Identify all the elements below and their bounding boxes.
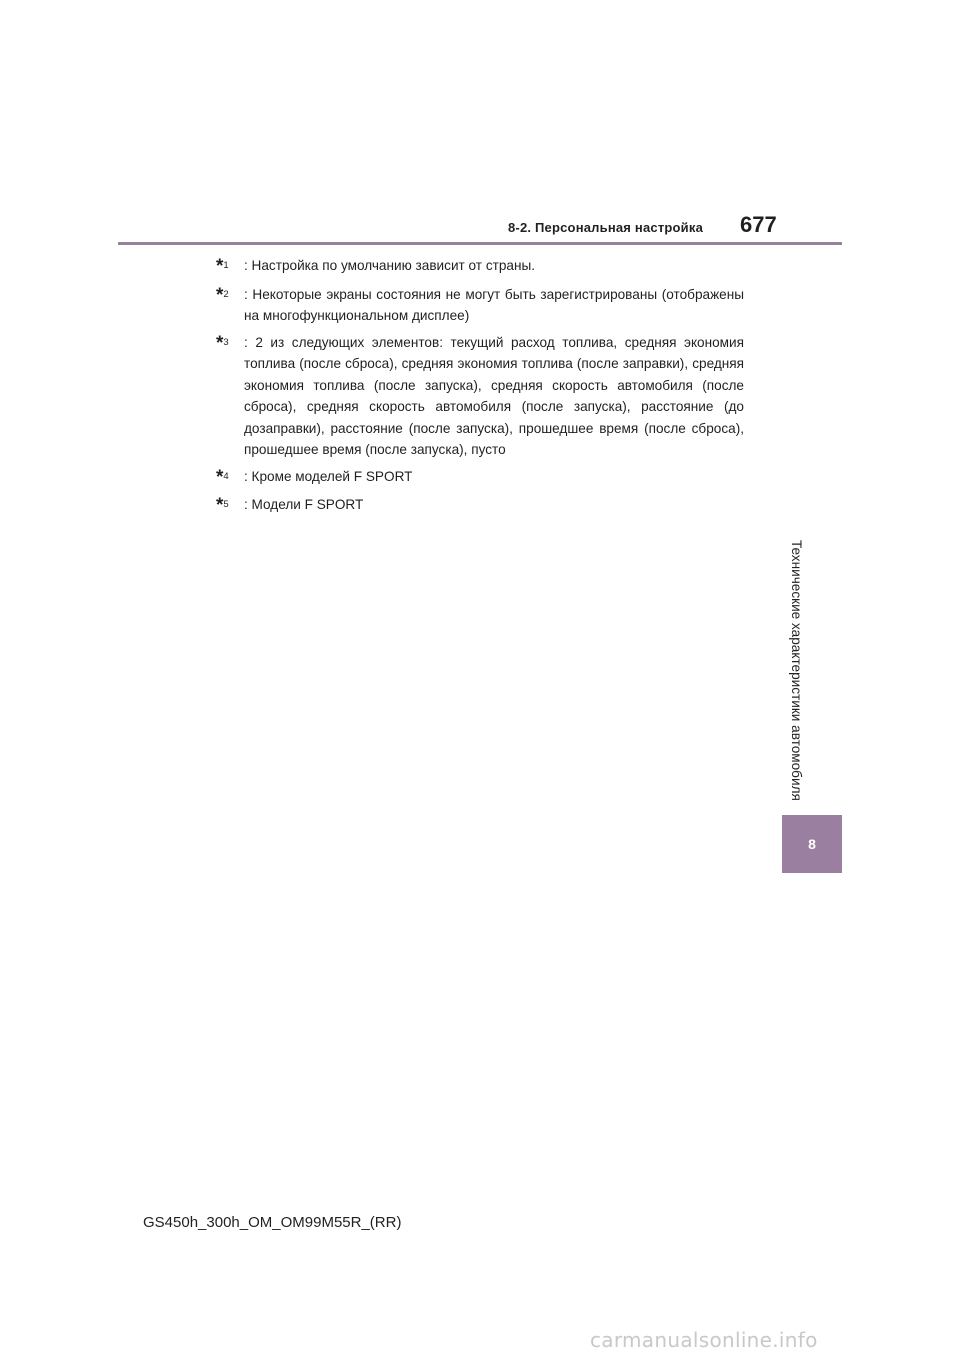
section-title: 8-2. Персональная настройка bbox=[508, 220, 703, 235]
footer-doc-code: GS450h_300h_OM_OM99M55R_(RR) bbox=[143, 1214, 402, 1231]
footnote-text: : Кроме моделей F SPORT bbox=[244, 468, 413, 484]
footnote-marker: *$^4$ bbox=[216, 466, 229, 488]
chapter-tab bbox=[782, 815, 842, 873]
footnote-5 bbox=[216, 494, 744, 518]
footnote-list bbox=[216, 255, 744, 523]
chapter-side-caption: Технические характеристики автомобиля bbox=[789, 540, 804, 801]
footnote-marker: *$^1$ bbox=[216, 256, 229, 277]
chapter-number: 8 bbox=[808, 836, 816, 852]
footnote-text: : Некоторые экраны состояния не могут быть зарегистрированы (отображены на многофункциональном дисплее) bbox=[244, 286, 744, 323]
footnote-marker: *$^5$ bbox=[216, 495, 229, 516]
footnote-4 bbox=[216, 466, 744, 490]
footnote-3 bbox=[216, 332, 744, 461]
footnote-text: : Модели F SPORT bbox=[244, 497, 364, 512]
footnote-text: : Настройка по умолчанию зависит от страны. bbox=[244, 258, 536, 273]
page-number: 677 bbox=[740, 212, 777, 237]
watermark: carmanualsonline.info bbox=[590, 1328, 818, 1352]
footnote-marker: *$^2$ bbox=[216, 284, 229, 306]
footnote-text: : 2 из следующих элементов: текущий расход топлива, средняя экономия топлива (после сброса), средняя экономия топлива (после заправки), средняя экономия топлива (после запуска), средняя скорость автомобиля (после сброса), средняя скорость автомобиля (после запуска), расстояние (до дозаправки), расстояние (после запуска), прошедшее время (после сброса), прошедшее время (после запуска), пусто bbox=[244, 334, 744, 457]
footnote-1 bbox=[216, 255, 744, 279]
footnote-marker: *$^3$ bbox=[216, 332, 229, 354]
footnote-2 bbox=[216, 284, 744, 327]
header-divider bbox=[118, 242, 842, 245]
